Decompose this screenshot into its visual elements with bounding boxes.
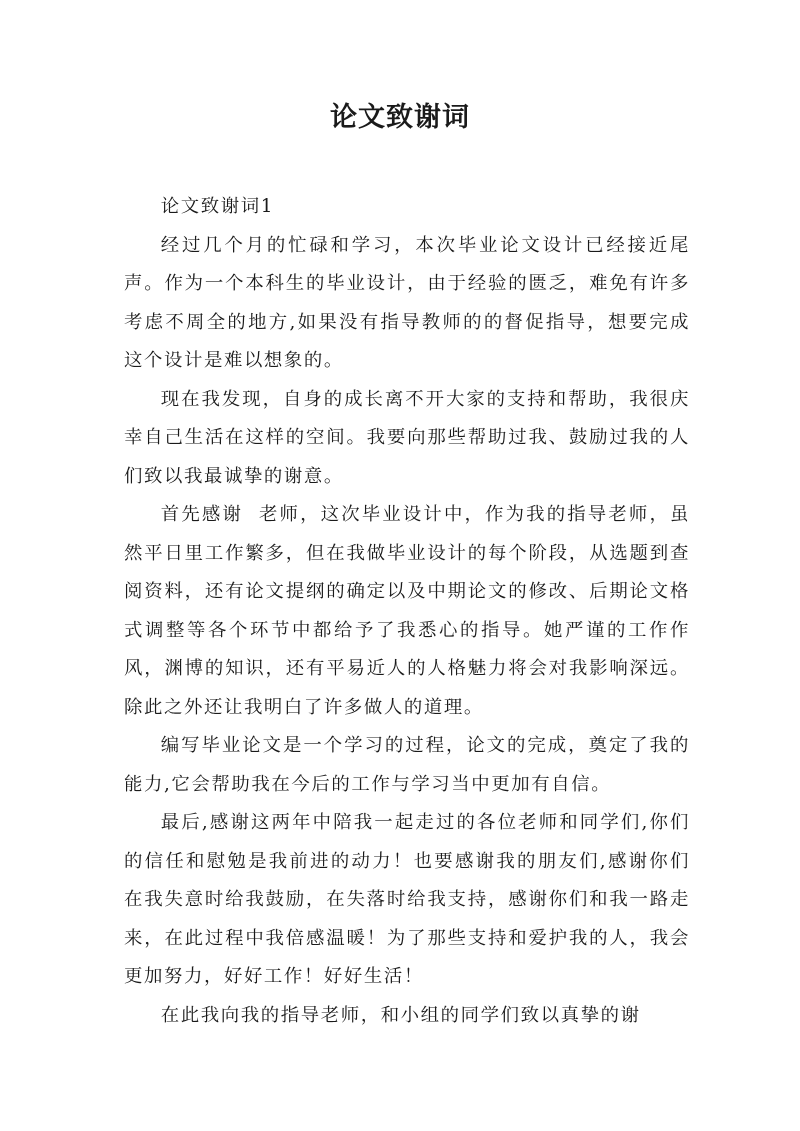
section-heading: 论文致谢词1: [160, 196, 275, 217]
paragraph: 在此我向我的指导老师，和小组的同学们致以真挚的谢: [160, 1004, 641, 1026]
paragraph: 最后,感谢这两年中陪我一起走过的各位老师和同学们,你们的信任和慰勉是我前进的动力！也要感谢我的朋友们,感谢你们在我失意时给我鼓励，在失落时给我支持，感谢你们和我一路走来，在此过程中我倍感温暖！为了那些支持和爱护我的人，我会更加努力，好好工作！好好生活！: [124, 812, 690, 987]
document-title: 论文致谢词: [330, 102, 470, 133]
document-body: [124, 188, 690, 1035]
paragraph: 编写毕业论文是一个学习的过程，论文的完成，奠定了我的能力,它会帮助我在今后的工作与学习当中更加有自信。: [124, 735, 690, 795]
paragraph: 现在我发现，自身的成长离不开大家的支持和帮助，我很庆幸自己生活在这样的空间。我要向那些帮助过我、鼓励过我的人们致以我最诚挚的谢意。: [124, 388, 690, 487]
paragraph: 首先感谢 老师，这次毕业设计中，作为我的指导老师，虽然平日里工作繁多，但在我做毕业设计的每个阶段，从选题到查阅资料，还有论文提纲的确定以及中期论文的修改、后期论文格式调整等各个环节中都给予了我悉心的指导。她严谨的工作作风，渊博的知识，还有平易近人的人格魅力将会对我影响深远。除此之外还让我明白了许多做人的道理。: [124, 504, 690, 718]
paragraph: 经过几个月的忙碌和学习，本次毕业论文设计已经接近尾声。作为一个本科生的毕业设计，由于经验的匮乏，难免有许多考虑不周全的地方,如果没有指导教师的的督促指导，想要完成这个设计是难以想象的。: [124, 234, 690, 371]
